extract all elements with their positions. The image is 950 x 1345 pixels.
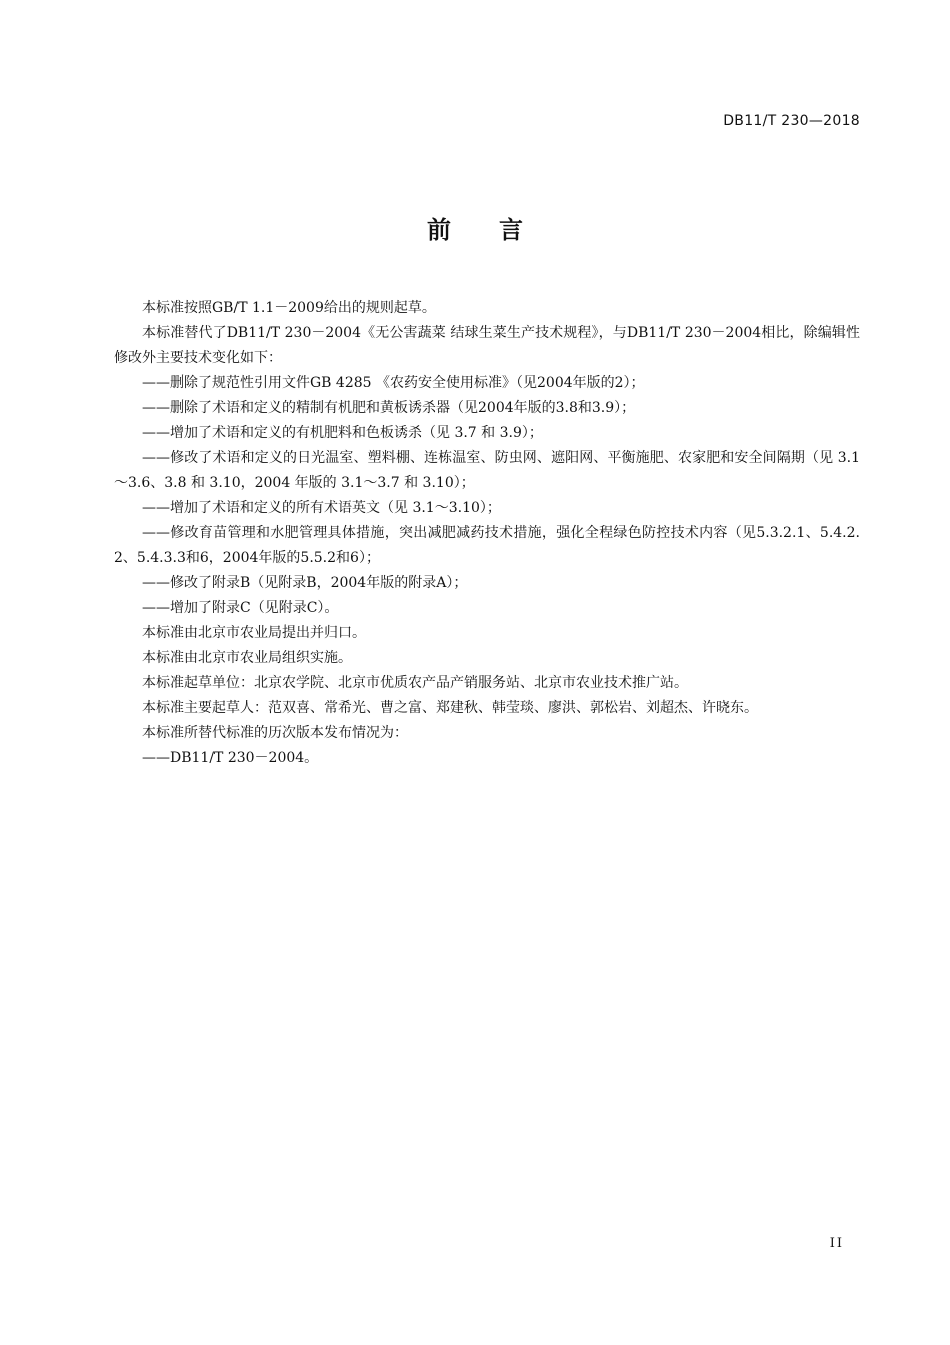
change-item: ——修改育苗管理和水肥管理具体措施，突出减肥减药技术措施，强化全程绿色防控技术内容（见5.3.2.1、5.4.2.2、5.4.3.3和6，2004年版的5.5.2和6）； — [114, 525, 860, 566]
paragraph-drafting-units: 本标准起草单位：北京农学院、北京市优质农产品产销服务站、北京市农业技术推广站。 — [142, 675, 688, 691]
paragraph-drafting-rule: 本标准按照GB/T 1.1－2009给出的规则起草。 — [142, 300, 436, 316]
paragraph-history: 本标准所替代标准的历次版本发布情况为： — [142, 725, 408, 741]
change-item: ——增加了附录C（见附录C）。 — [142, 600, 339, 616]
paragraph-implementer: 本标准由北京市农业局组织实施。 — [142, 650, 352, 666]
change-item: ——删除了术语和定义的精制有机肥和黄板诱杀器（见2004年版的3.8和3.9）； — [142, 400, 636, 416]
change-item: ——修改了术语和定义的日光温室、塑料棚、连栋温室、防虫网、遮阳网、平衡施肥、农家肥和安全间隔期（见 3.1～3.6、3.8 和 3.10，2004 年版的 3.1～3.7 和 3.10）； — [114, 450, 860, 491]
history-item: ——DB11/T 230－2004。 — [142, 750, 319, 766]
page-title: 前言 — [427, 216, 571, 244]
standard-code: DB11/T 230—2018 — [723, 113, 860, 129]
paragraph-drafters: 本标准主要起草人：范双喜、常希光、曹之富、郑建秋、韩莹琰、廖洪、郭松岩、刘超杰、许晓东。 — [142, 700, 758, 716]
paragraph-proposer: 本标准由北京市农业局提出并归口。 — [142, 625, 366, 641]
foreword-body — [114, 296, 860, 771]
change-item: ——增加了术语和定义的有机肥料和色板诱杀（见 3.7 和 3.9）； — [142, 425, 543, 441]
change-item: ——增加了术语和定义的所有术语英文（见 3.1～3.10）； — [142, 500, 501, 516]
change-item: ——删除了规范性引用文件GB 4285 《农药安全使用标准》（见2004年版的2）； — [142, 375, 645, 391]
page-number: II — [829, 1236, 844, 1251]
change-item: ——修改了附录B（见附录B，2004年版的附录A）； — [142, 575, 468, 591]
paragraph-replacement: 本标准替代了DB11/T 230－2004《无公害蔬菜 结球生菜生产技术规程》，与DB11/T 230－2004相比，除编辑性修改外主要技术变化如下： — [114, 325, 860, 366]
